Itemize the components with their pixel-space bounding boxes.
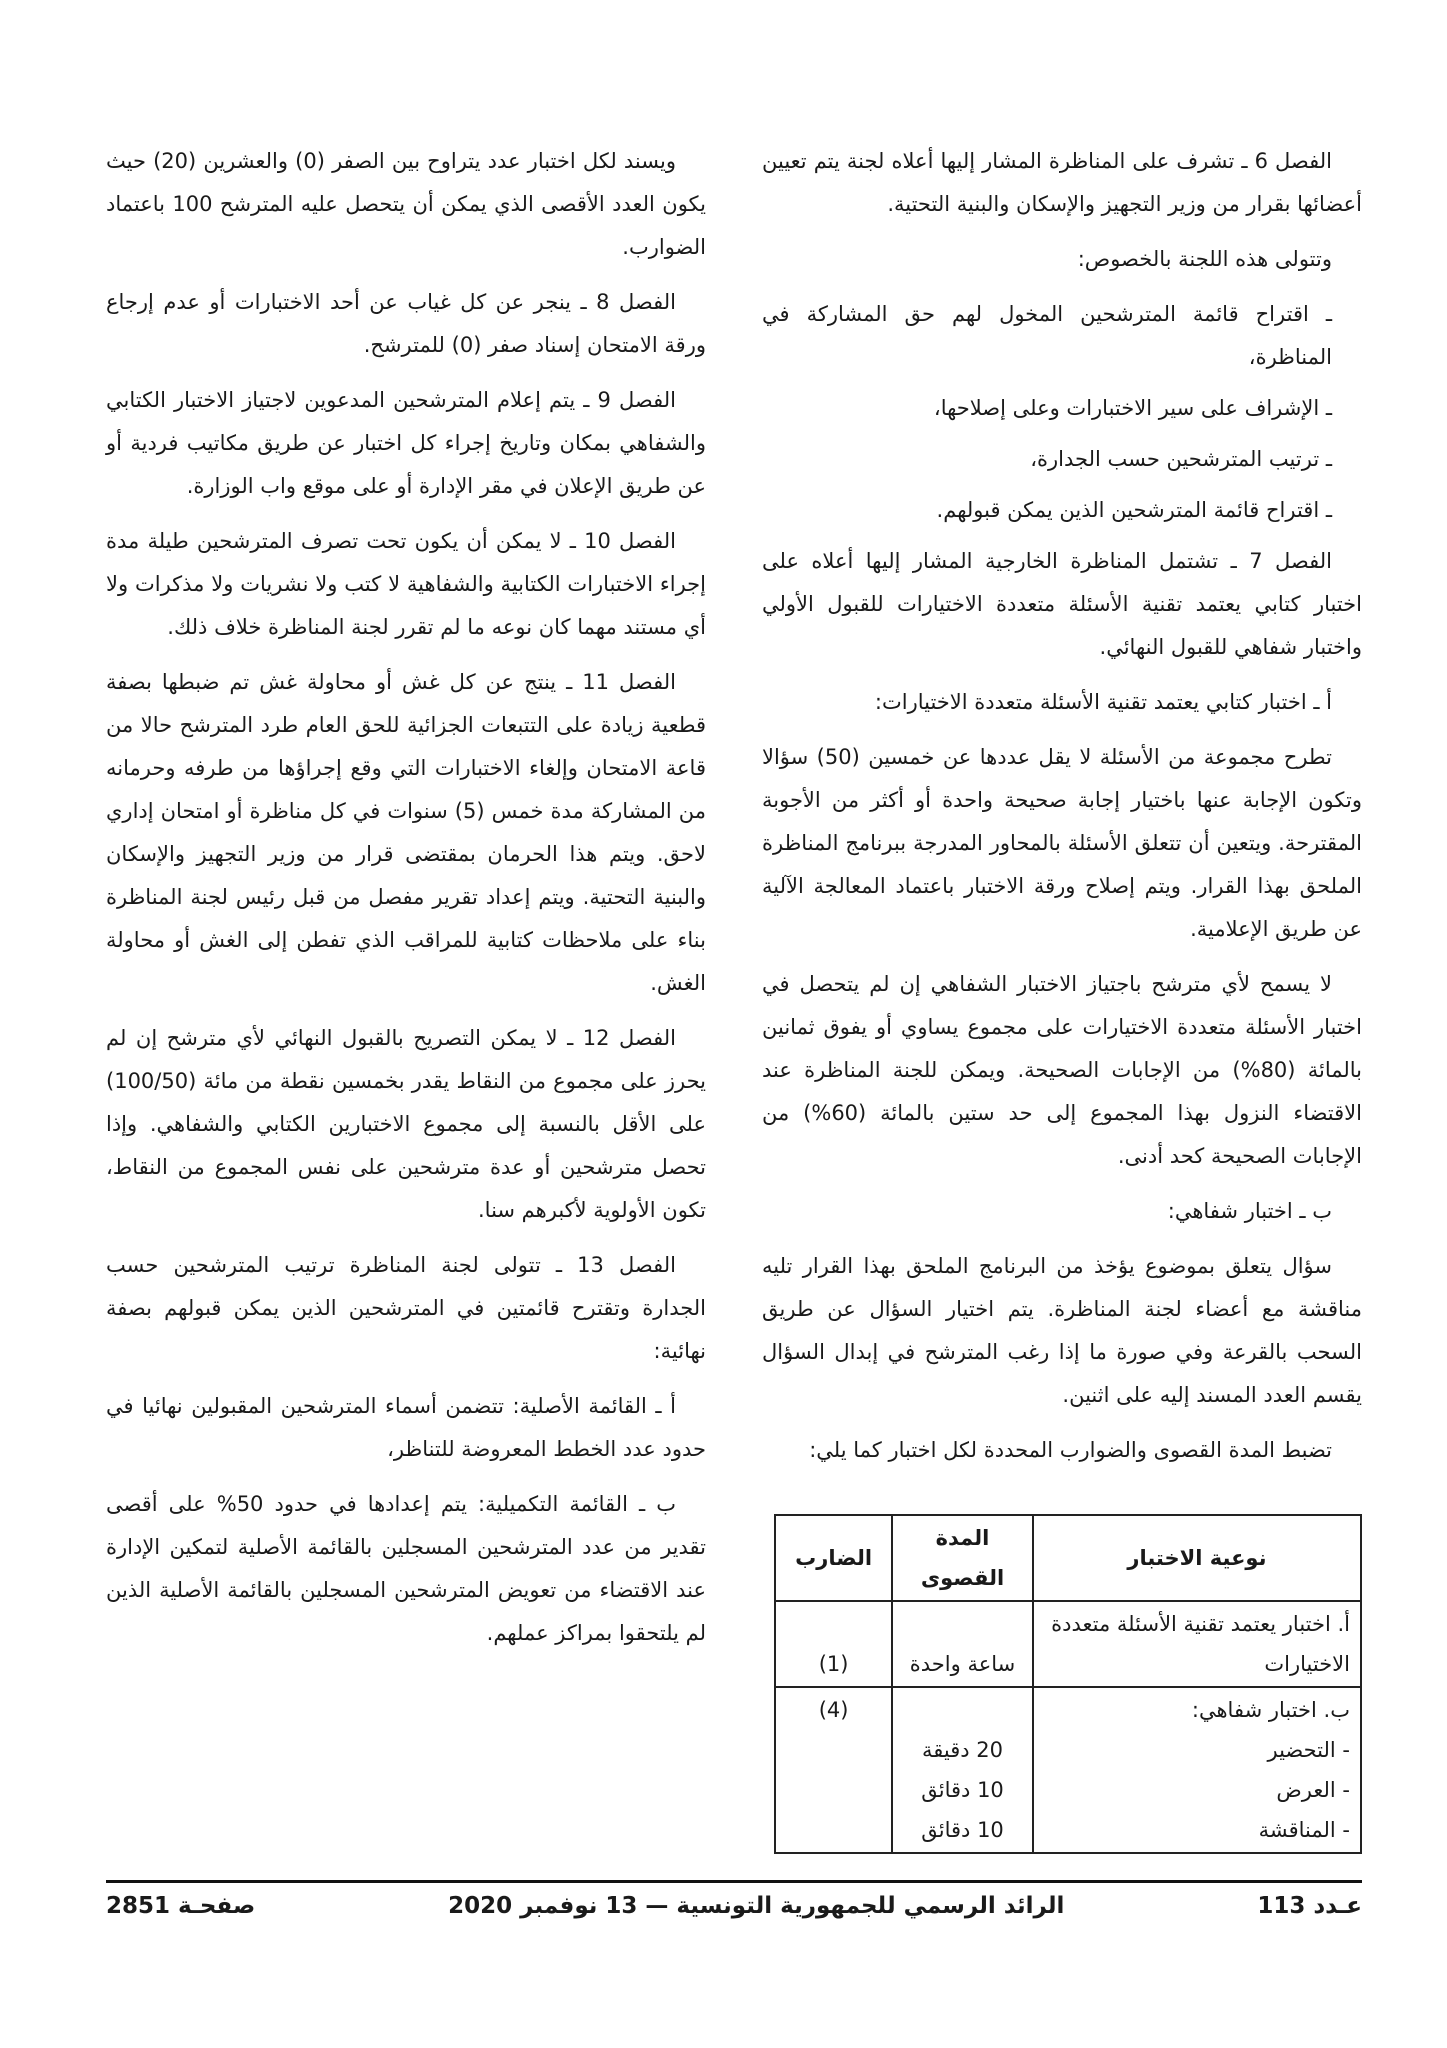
page-footer bbox=[106, 1880, 1362, 1919]
main-list-item: أ ـ القائمة الأصلية: تتضمن أسماء المترشحين المقبولين نهائيا في حدود عدد الخطط المعروضة للتناظر، bbox=[106, 1394, 706, 1461]
duty-item: ـ اقتراح قائمة المترشحين الذين يمكن قبولهم. bbox=[936, 498, 1332, 522]
row-b-coefficient: (4) bbox=[775, 1687, 892, 1853]
oral-exam-heading: ب ـ اختبار شفاهي: bbox=[1167, 1199, 1332, 1223]
duty-item: ـ اقتراح قائمة المترشحين المخول لهم حق المشاركة في المناظرة، bbox=[762, 302, 1332, 369]
duty-item: ـ الإشراف على سير الاختبارات وعلى إصلاحها، bbox=[933, 396, 1332, 420]
written-exam-text: تطرح مجموعة من الأسئلة لا يقل عددها عن خمسين (50) سؤالا وتكون الإجابة عنها باختيار إجابة صحيحة واحدة أو أكثر من الأجوبة المقترحة. ويتعين أن تتعلق الأسئلة بالمحاور المدرجة ببرنامج المناظرة الملحق بهذا القرار. ويتم إصلاح ورقة الاختبار باعتماد المعالجة الآلية عن طريق الإعلامية. bbox=[762, 745, 1362, 941]
header-coefficient: الضارب bbox=[775, 1515, 892, 1601]
row-b-sub-duration: 10 دقائق bbox=[921, 1818, 1004, 1842]
header-exam-type: نوعية الاختبار bbox=[1033, 1515, 1361, 1601]
table-header-row bbox=[775, 1515, 1361, 1601]
supplementary-list-item: ب ـ القائمة التكميلية: يتم إعدادها في حدود 50% على أقصى تقدير من عدد المترشحين المسجلين بالقائمة الأصلية لتمكين الإدارة عند الاقتضاء من تعويض المترشحين المسجلين بالقائمة الأصلية الذين لم يلتحقوا بمراكز عملهم. bbox=[106, 1492, 706, 1645]
table-intro: تضبط المدة القصوى والضوارب المحددة لكل اختبار كما يلي: bbox=[809, 1438, 1332, 1462]
row-b-sub-duration: 20 دقيقة bbox=[922, 1738, 1004, 1762]
table-row bbox=[775, 1601, 1361, 1687]
row-a-coefficient: (1) bbox=[775, 1601, 892, 1687]
page-number: صفحـة 2851 bbox=[106, 1893, 256, 1919]
row-b-sub-label: - العرض bbox=[1276, 1778, 1350, 1802]
row-b-type bbox=[1033, 1687, 1361, 1853]
issue-number: عـدد 113 bbox=[1257, 1893, 1362, 1919]
duty-item: ـ ترتيب المترشحين حسب الجدارة، bbox=[1030, 447, 1332, 471]
article-8: الفصل 8 ـ ينجر عن كل غياب عن أحد الاختبارات أو عدم إرجاع ورقة الامتحان إسناد صفر (0) للمترشح. bbox=[106, 290, 706, 357]
committee-duties-intro: وتتولى هذه اللجنة بالخصوص: bbox=[1077, 247, 1332, 271]
scoring-text: ويسند لكل اختبار عدد يتراوح بين الصفر (0) والعشرين (20) حيث يكون العدد الأقصى الذي يمكن أن يتحصل عليه المترشح 100 باعتماد الضوارب. bbox=[106, 149, 706, 259]
article-11: الفصل 11 ـ ينتج عن كل غش أو محاولة غش تم ضبطها بصفة قطعية زيادة على التتبعات الجزائية للحق العام طرد المترشح حالا من قاعة الامتحان وإلغاء الاختبارات التي وقع إجراؤها من طرفه وحرمانه من المشاركة مدة خمس (5) سنوات في كل مناظرة أو امتحان إداري لاحق. ويتم هذا الحرمان بمقتضى قرار من وزير التجهيز والإسكان والبنية التحتية. ويتم إعداد تقرير مفصل من قبل رئيس لجنة المناظرة بناء على ملاحظات كتابية للمراقب الذي تفطن إلى الغش أو محاولة الغش. bbox=[106, 670, 707, 995]
article-7: الفصل 7 ـ تشتمل المناظرة الخارجية المشار إليها أعلاه على اختبار كتابي يعتمد تقنية الأسئلة متعددة الاختيارات للقبول الأولي واختبار شفاهي للقبول النهائي. bbox=[762, 549, 1362, 659]
row-a-type: أ. اختبار يعتمد تقنية الأسئلة متعددة الاختيارات bbox=[1033, 1601, 1361, 1687]
row-b-sub-label: - المناقشة bbox=[1258, 1818, 1350, 1842]
header-duration: المدة القصوى bbox=[892, 1515, 1033, 1601]
left-column bbox=[106, 140, 706, 1667]
article-10: الفصل 10 ـ لا يمكن أن يكون تحت تصرف المترشحين طيلة مدة إجراء الاختبارات الكتابية والشفاهية لا كتب ولا نشريات ولا مذكرات ولا أي مستند مهما كان نوعه ما لم تقرر لجنة المناظرة خلاف ذلك. bbox=[106, 529, 706, 639]
article-13: الفصل 13 ـ تتولى لجنة المناظرة ترتيب المترشحين حسب الجدارة وتقترح قائمتين في المترشحين الذين يمكن قبولهم بصفة نهائية: bbox=[106, 1253, 706, 1363]
article-9: الفصل 9 ـ يتم إعلام المترشحين المدعوين لاجتياز الاختبار الكتابي والشفاهي بمكان وتاريخ إجراء كل اختبار عن طريق مكاتيب فردية أو عن طريق الإعلان في مقر الإدارة أو على موقع واب الوزارة. bbox=[106, 388, 706, 498]
row-b-title: ب. اختبار شفاهي: bbox=[1191, 1698, 1350, 1722]
exam-table bbox=[774, 1514, 1362, 1854]
row-a-duration: ساعة واحدة bbox=[892, 1601, 1033, 1687]
article-6: الفصل 6 ـ تشرف على المناظرة المشار إليها أعلاه لجنة يتم تعيين أعضائها بقرار من وزير التجهيز والإسكان والبنية التحتية. bbox=[762, 149, 1362, 216]
oral-admission-rule: لا يسمح لأي مترشح باجتياز الاختبار الشفاهي إن لم يتحصل في اختبار الأسئلة متعددة الاختيارات على مجموع يساوي أو يفوق ثمانين بالمائة (80%) من الإجابات الصحيحة. ويمكن للجنة المناظرة عند الاقتضاء النزول بهذا المجموع إلى حد ستين بالمائة (60%) من الإجابات الصحيحة كحد أدنى. bbox=[762, 972, 1363, 1168]
row-b-durations bbox=[892, 1687, 1033, 1853]
right-column bbox=[762, 140, 1362, 1854]
article-12: الفصل 12 ـ لا يمكن التصريح بالقبول النهائي لأي مترشح إن لم يحرز على مجموع من النقاط يقدر بخمسين نقطة من مائة (100/50) على الأقل بالنسبة إلى مجموع الاختبارين الكتابي والشفاهي. وإذا تحصل مترشحين أو عدة مترشحين على نفس المجموع من النقاط، تكون الأولوية لأكبرهم سنا. bbox=[106, 1026, 706, 1222]
row-b-sub-label: - التحضير bbox=[1267, 1738, 1350, 1762]
oral-exam-text: سؤال يتعلق بموضوع يؤخذ من البرنامج الملحق بهذا القرار تليه مناقشة مع أعضاء لجنة المناظرة. يتم اختيار السؤال عن طريق السحب بالقرعة وفي صورة ما إذا رغب المترشح في إبدال السؤال يقسم العدد المسند إليه على اثنين. bbox=[762, 1254, 1362, 1407]
written-exam-heading: أ ـ اختبار كتابي يعتمد تقنية الأسئلة متعددة الاختيارات: bbox=[874, 690, 1332, 714]
table-row bbox=[775, 1687, 1361, 1853]
row-b-sub-duration: 10 دقائق bbox=[921, 1778, 1004, 1802]
journal-title-date: الرائد الرسمي للجمهورية التونسية — 13 نوفمبر 2020 bbox=[448, 1893, 1065, 1919]
